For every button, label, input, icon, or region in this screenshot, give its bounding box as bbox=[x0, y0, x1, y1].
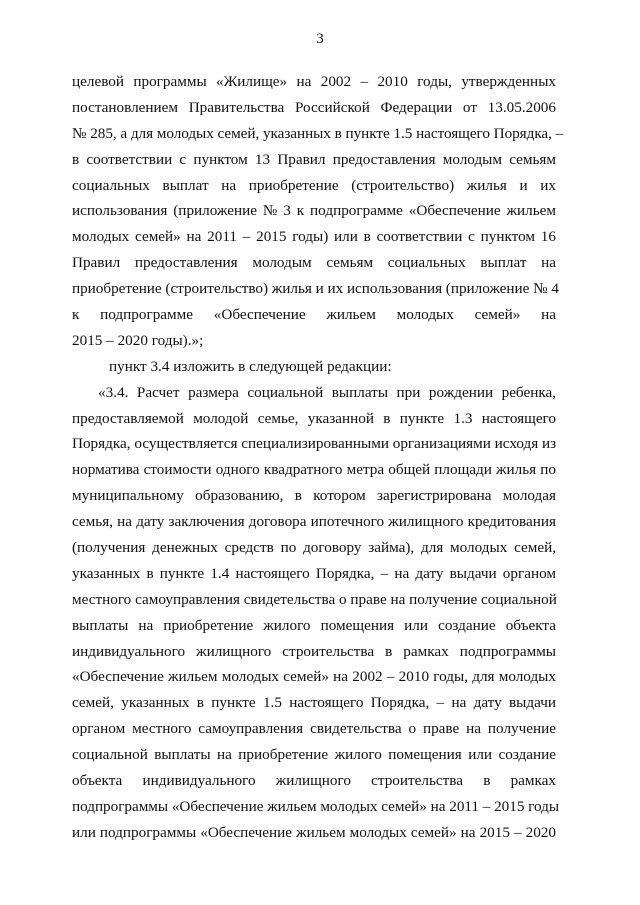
text-line: предоставляемой молодой семье, указанной в пункте 1.3 настоящего bbox=[72, 409, 557, 427]
text-line: выплаты на приобретение жилого помещения или создание объекта bbox=[72, 616, 556, 634]
text-line: целевой программы «Жилище» на 2002 – 2010 годы, утвержденных bbox=[72, 73, 556, 90]
text-line: объекта индивидуального жилищного строительства в рамках bbox=[72, 772, 556, 790]
text-line: норматива стоимости одного квадратного метра общей площади жилья по bbox=[72, 461, 557, 479]
text-line: № 285, а для молодых семей, указанных в пункте 1.5 настоящего Порядка, – bbox=[72, 124, 564, 142]
document-body bbox=[72, 69, 564, 846]
text-line: семья, на дату заключения договора ипотечного жилищного кредитования bbox=[72, 513, 556, 531]
text-line: социальных выплат на приобретение (строительство) жилья и их bbox=[72, 176, 556, 194]
text-line: Правил предоставления молодым семьям социальных выплат на bbox=[72, 254, 557, 272]
text-line: (получения денежных средств по договору займа), для молодых семей, bbox=[72, 539, 557, 557]
text-line: пункт 3.4 изложить в следующей редакции: bbox=[109, 357, 392, 375]
text-line: социальной выплаты на приобретение жилого помещения или создание bbox=[72, 746, 557, 764]
text-line: семей, указанных в пункте 1.5 настоящего Порядка, – на дату выдачи bbox=[72, 694, 556, 712]
text-line: муниципальному образованию, в котором зарегистрирована молодая bbox=[72, 487, 557, 505]
text-line: органом местного самоуправления свидетельства о праве на получение bbox=[72, 720, 557, 738]
text-line: индивидуального жилищного строительства в рамках подпрограммы bbox=[72, 642, 557, 660]
text-line: или подпрограммы «Обеспечение жильем молодых семей» на 2015 – 2020 bbox=[72, 823, 556, 841]
text-line: указанных в пункте 1.4 настоящего Порядка, – на дату выдачи органом bbox=[72, 564, 556, 582]
text-line: подпрограммы «Обеспечение жильем молодых семей» на 2011 – 2015 годы bbox=[72, 797, 560, 815]
text-line: Порядка, осуществляется специализированными организациями исходя из bbox=[72, 435, 557, 453]
text-line: в соответствии с пунктом 13 Правил предоставления молодым семьям bbox=[72, 150, 557, 168]
text-line: «3.4. Расчет размера социальной выплаты при рождении ребенка, bbox=[98, 383, 557, 401]
text-line: постановлением Правительства Российской Федерации от 13.05.2006 bbox=[72, 98, 556, 116]
text-line: «Обеспечение жильем молодых семей» на 2002 – 2010 годы, для молодых bbox=[72, 668, 556, 686]
text-line: использования (приложение № 3 к подпрограмме «Обеспечение жильем bbox=[72, 202, 556, 220]
text-line: местного самоуправления свидетельства о праве на получение социальной bbox=[72, 590, 557, 608]
text-line: к подпрограмме «Обеспечение жильем молодых семей» на bbox=[72, 306, 556, 324]
text-line: приобретение (строительство) жилья и их использования (приложение № 4 bbox=[72, 280, 559, 298]
text-line: молодых семей» на 2011 – 2015 годы) или в соответствии с пунктом 16 bbox=[72, 228, 556, 246]
page-number: 3 bbox=[316, 31, 324, 47]
text-line: 2015 – 2020 годы).»; bbox=[72, 331, 204, 349]
